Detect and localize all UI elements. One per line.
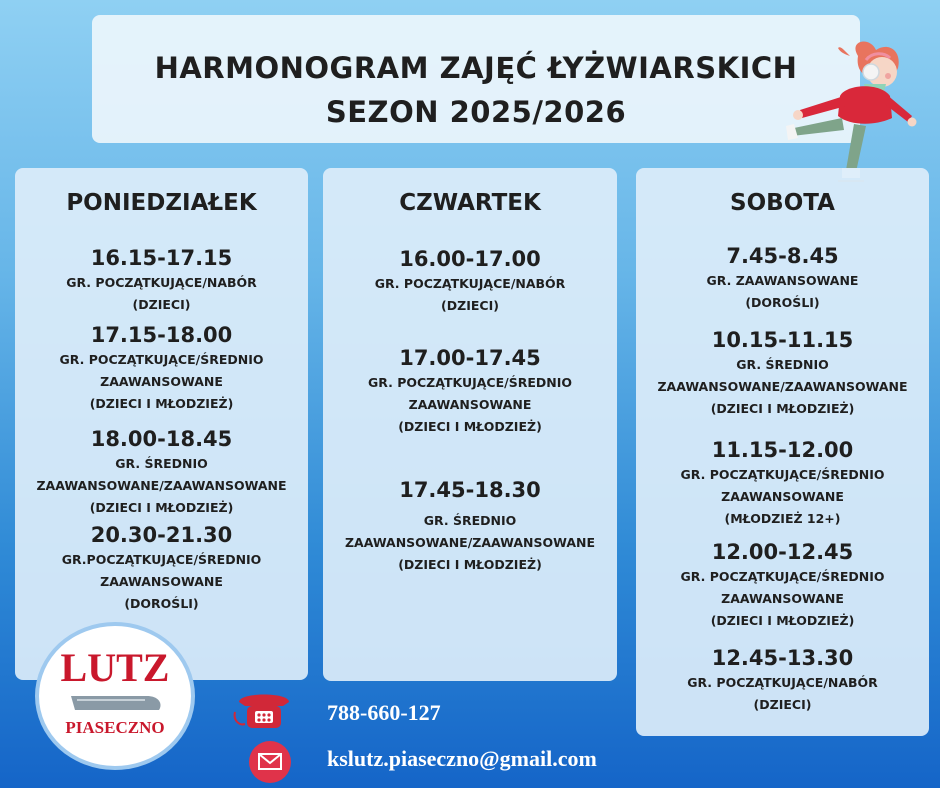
- logo-text-lutz: LUTZ: [60, 645, 170, 690]
- schedule-slot: [323, 344, 617, 438]
- slot-group: GR. POCZĄTKUJĄCE/NABÓR: [374, 276, 566, 291]
- slot-time: 17.45-18.30: [399, 478, 541, 502]
- schedule-slot: [636, 436, 929, 530]
- slot-group: (DZIECI I MŁODZIEŻ): [398, 419, 542, 434]
- slot-group: ZAAWANSOWANE: [100, 574, 223, 589]
- slot-group: ZAAWANSOWANE: [100, 374, 223, 389]
- day-heading: PONIEDZIAŁEK: [66, 190, 257, 216]
- schedule-column-saturday: [636, 168, 929, 736]
- slot-group: (DZIECI): [753, 697, 812, 712]
- slot-group: GR. POCZĄTKUJĄCE/NABÓR: [687, 675, 878, 690]
- schedule-slot: [323, 476, 617, 576]
- slot-group: (DOROŚLI): [745, 295, 820, 310]
- season-subtitle: SEZON 2025/2026: [325, 95, 627, 129]
- slot-group: ZAAWANSOWANE: [721, 489, 844, 504]
- slot-group: GR. POCZĄTKUJĄCE/ŚREDNIO: [59, 352, 264, 367]
- phone-number[interactable]: 788-660-127: [327, 700, 441, 725]
- skate-blade-icon: [67, 692, 167, 716]
- slot-time: 10.15-11.15: [711, 328, 854, 352]
- slot-time: 17.00-17.45: [399, 346, 541, 370]
- schedule-slot: [636, 644, 929, 716]
- slot-group: (MŁODZIEŻ 12+): [724, 511, 841, 526]
- logo-text-piaseczno: PIASECZNO: [65, 718, 165, 737]
- slot-group: (DOROŚLI): [124, 596, 199, 611]
- schedule-slot: [636, 242, 929, 314]
- slot-group: ZAAWANSOWANE/ZAAWANSOWANE: [657, 379, 908, 394]
- title-box: [92, 15, 860, 143]
- schedule-column-thursday: [323, 168, 617, 681]
- slot-group: GR. ŚREDNIO: [736, 357, 829, 372]
- slot-group: (DZIECI I MŁODZIEŻ): [398, 557, 542, 572]
- slot-group: ZAAWANSOWANE/ZAAWANSOWANE: [36, 478, 287, 493]
- slot-group: (DZIECI I MŁODZIEŻ): [710, 613, 855, 628]
- email-address[interactable]: kslutz.piaseczno@gmail.com: [327, 746, 597, 771]
- slot-group: GR.POCZĄTKUJĄCE/ŚREDNIO: [61, 552, 262, 567]
- schedule-column-monday: [15, 168, 308, 680]
- page-title: HARMONOGRAM ZAJĘĆ ŁYŻWIARSKICH: [154, 51, 798, 85]
- slot-group: GR. POCZĄTKUJĄCE/ŚREDNIO: [680, 467, 885, 482]
- schedule-slot: [636, 326, 929, 420]
- slot-group: ZAAWANSOWANE: [408, 397, 532, 412]
- slot-group: (DZIECI): [132, 297, 191, 312]
- slot-time: 12.00-12.45: [711, 540, 854, 564]
- slot-group: (DZIECI I MŁODZIEŻ): [89, 396, 234, 411]
- slot-group: GR. ŚREDNIO: [115, 456, 208, 471]
- slot-group: ZAAWANSOWANE: [721, 591, 844, 606]
- slot-time: 12.45-13.30: [711, 646, 854, 670]
- envelope-icon: [248, 740, 292, 784]
- schedule-slot: [15, 321, 308, 415]
- slot-group: GR. POCZĄTKUJĄCE/NABÓR: [66, 275, 257, 290]
- slot-time: 7.45-8.45: [726, 244, 839, 268]
- schedule-slot: [323, 245, 617, 317]
- schedule-slot: [15, 244, 308, 316]
- telephone-icon: [233, 686, 295, 732]
- schedule-slot: [15, 425, 308, 519]
- slot-group: (DZIECI I MŁODZIEŻ): [710, 401, 855, 416]
- schedule-slot: [15, 521, 308, 615]
- slot-time: 16.00-17.00: [399, 247, 541, 271]
- slot-group: GR. ZAAWANSOWANE: [706, 273, 859, 288]
- club-logo: [35, 622, 195, 770]
- slot-time: 18.00-18.45: [90, 427, 233, 451]
- slot-time: 20.30-21.30: [90, 523, 233, 547]
- slot-group: GR. POCZĄTKUJĄCE/ŚREDNIO: [680, 569, 885, 584]
- ice-skater-illustration: [780, 38, 925, 188]
- slot-group: (DZIECI): [441, 298, 499, 313]
- slot-time: 16.15-17.15: [90, 246, 233, 270]
- slot-time: 11.15-12.00: [711, 438, 854, 462]
- slot-group: GR. ŚREDNIO: [423, 513, 517, 528]
- day-heading: SOBOTA: [730, 190, 835, 216]
- day-heading: CZWARTEK: [399, 190, 541, 216]
- slot-time: 17.15-18.00: [90, 323, 233, 347]
- schedule-slot: [636, 538, 929, 632]
- slot-group: (DZIECI I MŁODZIEŻ): [89, 500, 234, 515]
- slot-group: ZAAWANSOWANE/ZAAWANSOWANE: [344, 535, 596, 550]
- slot-group: GR. POCZĄTKUJĄCE/ŚREDNIO: [368, 375, 572, 390]
